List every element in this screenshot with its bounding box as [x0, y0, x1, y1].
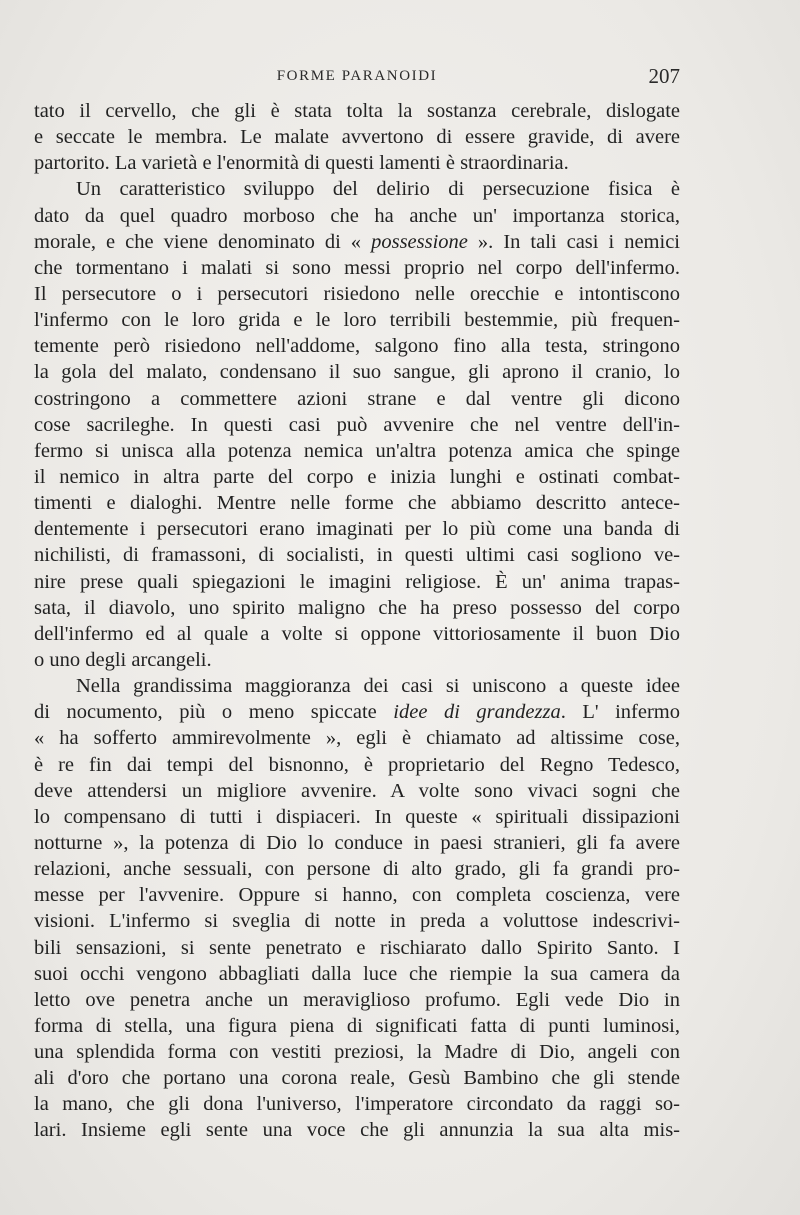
text-line — [34, 516, 680, 542]
text-line — [34, 725, 680, 751]
text-run: l'infermo con le loro grida e le loro terribili bestemmie, più frequen- — [34, 309, 680, 332]
text-line — [34, 935, 680, 961]
text-line — [34, 647, 680, 673]
text-run: deve attendersi un migliore avvenire. A volte sono vivaci sogni che — [34, 779, 680, 802]
text-run: fermo si unisca alla potenza nemica un'altra potenza amica che spinge — [34, 439, 680, 462]
text-run: ». In tali casi i nemici — [467, 230, 680, 253]
text-run: sata, il diavolo, uno spirito maligno che ha preso possesso del corpo — [34, 596, 680, 619]
text-line — [34, 229, 680, 255]
text-line — [34, 699, 680, 725]
text-run: letto ove penetra anche un meraviglioso profumo. Egli vede Dio in — [34, 988, 680, 1011]
text-line — [34, 804, 680, 830]
text-run: che tormentano i malati si sono messi proprio nel corpo dell'infermo. — [34, 256, 680, 279]
text-run: cose sacrileghe. In questi casi può avvenire che nel ventre dell'in- — [34, 413, 680, 436]
text-line — [34, 908, 680, 934]
text-run: di nocumento, più o meno spiccate — [34, 701, 394, 724]
text-run: nire prese quali spiegazioni le imagini religiose. È un' anima trapas- — [34, 570, 680, 593]
text-run: costringono a commettere azioni strane e dal ventre gli dicono — [34, 387, 680, 410]
text-run: dentemente i persecutori erano imaginati per lo più come una banda di — [34, 518, 680, 541]
text-run: visioni. L'infermo si sveglia di notte in preda a voluttose indescrivi- — [34, 910, 680, 933]
text-line — [34, 542, 680, 568]
text-line — [34, 987, 680, 1013]
text-run: una splendida forma con vestiti preziosi, la Madre di Dio, angeli con — [34, 1041, 680, 1064]
text-run: messe per l'avvenire. Oppure si hanno, con completa coscienza, vere — [34, 884, 680, 907]
text-line — [34, 856, 680, 882]
text-run: partorito. La varietà e l'enormità di questi lamenti è straordinaria. — [34, 152, 569, 175]
text-line — [34, 176, 680, 202]
text-line — [34, 595, 680, 621]
text-line — [34, 359, 680, 385]
text-line — [34, 1065, 680, 1091]
text-line — [34, 621, 680, 647]
text-line — [34, 438, 680, 464]
text-run: o uno degli arcangeli. — [34, 648, 212, 671]
text-line — [34, 98, 680, 124]
text-line — [34, 830, 680, 856]
running-head — [34, 64, 680, 90]
text-line — [34, 673, 680, 699]
text-run: dato da quel quadro morboso che ha anche un' importanza storica, — [34, 204, 680, 227]
text-line — [34, 1039, 680, 1065]
text-run: suoi occhi vengono abbagliati dalla luce che riempie la sua camera da — [34, 962, 680, 985]
text-line — [34, 386, 680, 412]
text-run: temente però risiedono nell'addome, salgono fino alla testa, stringono — [34, 335, 680, 358]
text-line — [34, 778, 680, 804]
text-run: . L' infermo — [560, 701, 680, 724]
text-line — [34, 1013, 680, 1039]
text-line — [34, 961, 680, 987]
text-run: ali d'oro che portano una corona reale, Gesù Bambino che gli stende — [34, 1067, 680, 1090]
text-line — [34, 255, 680, 281]
text-run: morale, e che viene denominato di « — [34, 230, 372, 253]
body-text — [34, 98, 680, 1144]
text-run: timenti e dialoghi. Mentre nelle forme che abbiamo descritto antece- — [34, 492, 680, 515]
text-run: « ha sofferto ammirevolmente », egli è chiamato ad altissime cose, — [34, 727, 680, 750]
text-run: e seccate le membra. Le malate avvertono di essere gravide, di avere — [34, 126, 680, 149]
text-run: lo compensano di tutti i dispiaceri. In queste « spirituali dissipazioni — [34, 805, 680, 828]
text-run: forma di stella, una figura piena di significati fatta di punti luminosi, — [34, 1014, 680, 1037]
text-run: lari. Insieme egli sente una voce che gli annunzia la sua alta mis- — [34, 1119, 680, 1142]
text-run: tato il cervello, che gli è stata tolta la sostanza cerebrale, dislogate — [34, 100, 680, 122]
text-line — [34, 150, 680, 176]
italic-text: idee di grandezza — [393, 701, 561, 724]
text-run: Il persecutore o i persecutori risiedono nelle orecchie e intontiscono — [34, 282, 680, 305]
text-line — [34, 464, 680, 490]
text-run: il nemico in altra parte del corpo e inizia lunghi e ostinati combat- — [34, 465, 680, 488]
text-line — [34, 490, 680, 516]
text-run: notturne », la potenza di Dio lo conduce in paesi stranieri, gli fa avere — [34, 831, 680, 854]
text-run: bili sensazioni, si sente penetrato e rischiarato dallo Spirito Santo. I — [34, 936, 680, 959]
text-line — [34, 203, 680, 229]
text-line — [34, 333, 680, 359]
text-line — [34, 124, 680, 150]
text-run: dell'infermo ed al quale a volte si oppone vittoriosamente il buon Dio — [34, 622, 680, 645]
text-run: Nella grandissima maggioranza dei casi si uniscono a queste idee — [76, 675, 680, 698]
text-line — [34, 1091, 680, 1117]
text-run: Un caratteristico sviluppo del delirio di persecuzione fisica è — [76, 178, 680, 201]
text-run: la gola del malato, condensano il suo sangue, gli aprono il cranio, lo — [34, 361, 680, 384]
text-line — [34, 281, 680, 307]
text-line — [34, 307, 680, 333]
text-run: è re fin dai tempi del bisnonno, è proprietario del Regno Tedesco, — [34, 753, 680, 776]
text-line — [34, 882, 680, 908]
italic-text: possessione — [371, 230, 468, 253]
running-title: FORME PARANOIDI — [276, 68, 438, 84]
text-line — [34, 412, 680, 438]
text-run: nichilisti, di framassoni, di socialisti, in questi ultimi casi sogliono ve- — [34, 544, 680, 567]
text-line — [34, 1117, 680, 1143]
page-number: 207 — [648, 64, 680, 88]
text-line — [34, 752, 680, 778]
text-run: la mano, che gli dona l'universo, l'imperatore circondato da raggi so- — [34, 1093, 680, 1116]
text-line — [34, 569, 680, 595]
text-run: relazioni, anche sessuali, con persone di alto grado, gli fa grandi pro- — [34, 858, 680, 881]
